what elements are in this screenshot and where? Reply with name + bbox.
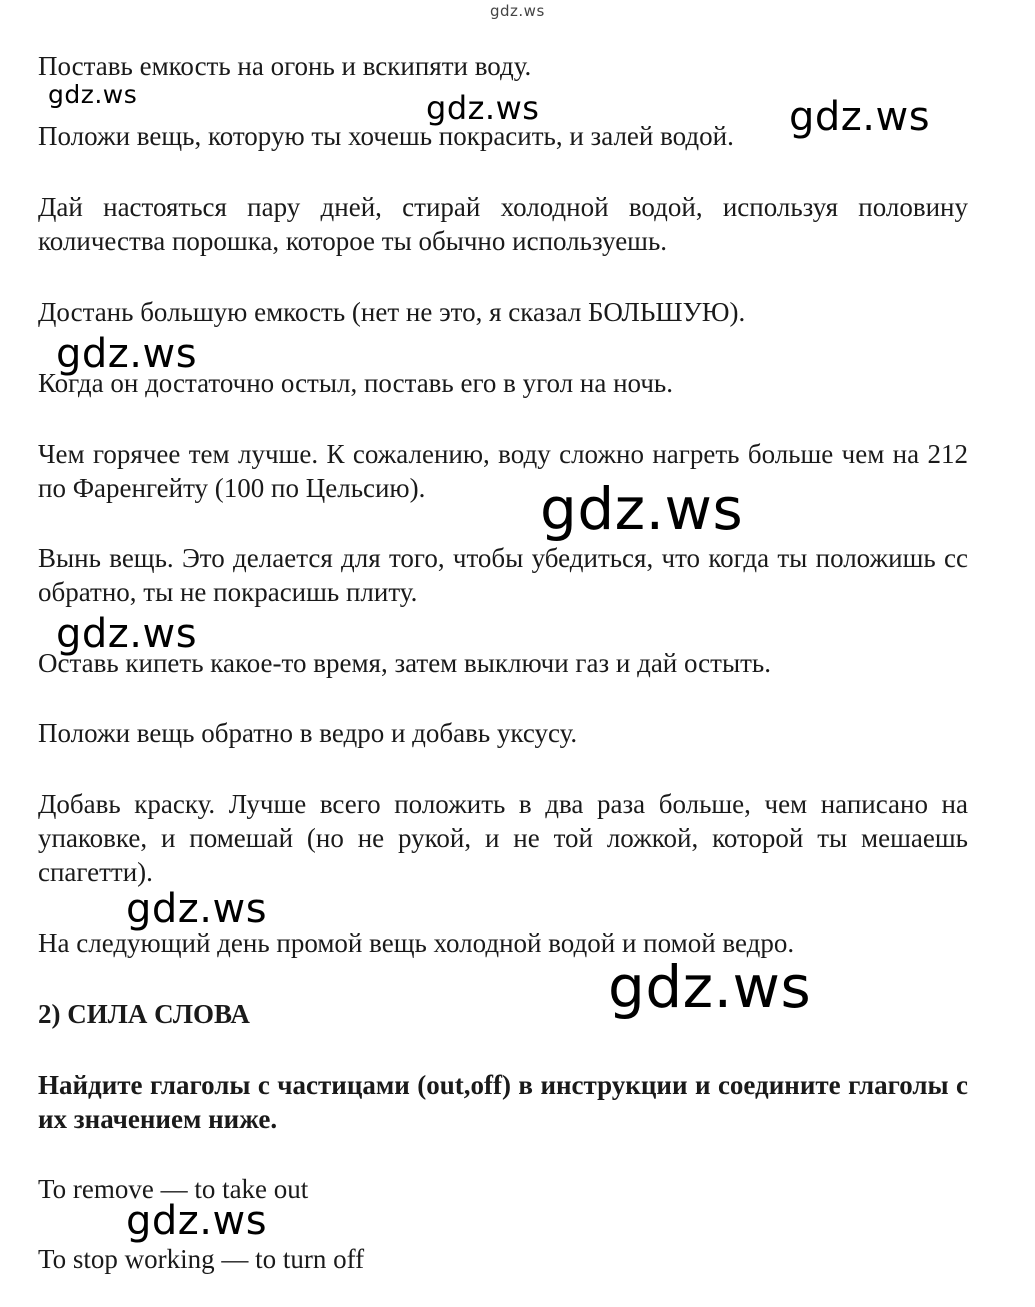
watermark: gdz.ws [789,94,931,140]
watermark: gdz.ws [426,89,540,127]
instruction-7: Вынь вещь. Это делается для того, чтобы убедиться, что когда ты положишь сс обратно, ты не покрасишь плиту. [38,543,968,607]
watermark: gdz.ws [126,1198,268,1244]
instruction-4: Достань большую емкость (нет не это, я сказал БОЛЬШУЮ). [38,297,746,327]
watermark: gdz.ws [56,331,198,377]
watermark-top: gdz.ws [490,2,545,20]
watermark: gdz.ws [48,80,138,109]
instruction-9: Положи вещь обратно в ведро и добавь уксусу. [38,718,578,748]
watermark: gdz.ws [126,886,268,932]
instruction-10: Добавь краску. Лучше всего положить в два раза больше, чем написано на упаковке, и помешай (но не рукой, и не той ложкой, которой ты мешаешь спагетти). [38,789,968,887]
instruction-3: Дай настояться пару дней, стирай холодной водой, используя половину количества порошка, которое ты обычно используешь. [38,192,968,256]
watermark: gdz.ws [608,953,812,1021]
instruction-8: Оставь кипеть какое-то время, затем выключи газ и дай остыть. [38,648,771,678]
answer-2: To stop working — to turn off [38,1244,365,1274]
instruction-1: Поставь емкость на огонь и вскипяти воду. [38,51,532,81]
watermark: gdz.ws [56,611,198,657]
watermark: gdz.ws [540,475,744,543]
section-task: Найдите глаголы с частицами (out,off) в инструкции и соедините глаголы с их значением ниже. [38,1070,968,1134]
answer-1: To remove — to take out [38,1174,309,1204]
instruction-11: На следующий день промой вещь холодной водой и помой ведро. [38,928,795,958]
section-heading: 2) СИЛА СЛОВА [38,999,250,1029]
instruction-2: Положи вещь, которую ты хочешь покрасить, и залей водой. [38,121,734,151]
instruction-5: Когда он достаточно остыл, поставь его в угол на ночь. [38,368,673,398]
instruction-6: Чем горячее тем лучше. К сожалению, воду сложно нагреть больше чем на 212 по Фаренгейту (100 по Цельсию). [38,439,968,503]
